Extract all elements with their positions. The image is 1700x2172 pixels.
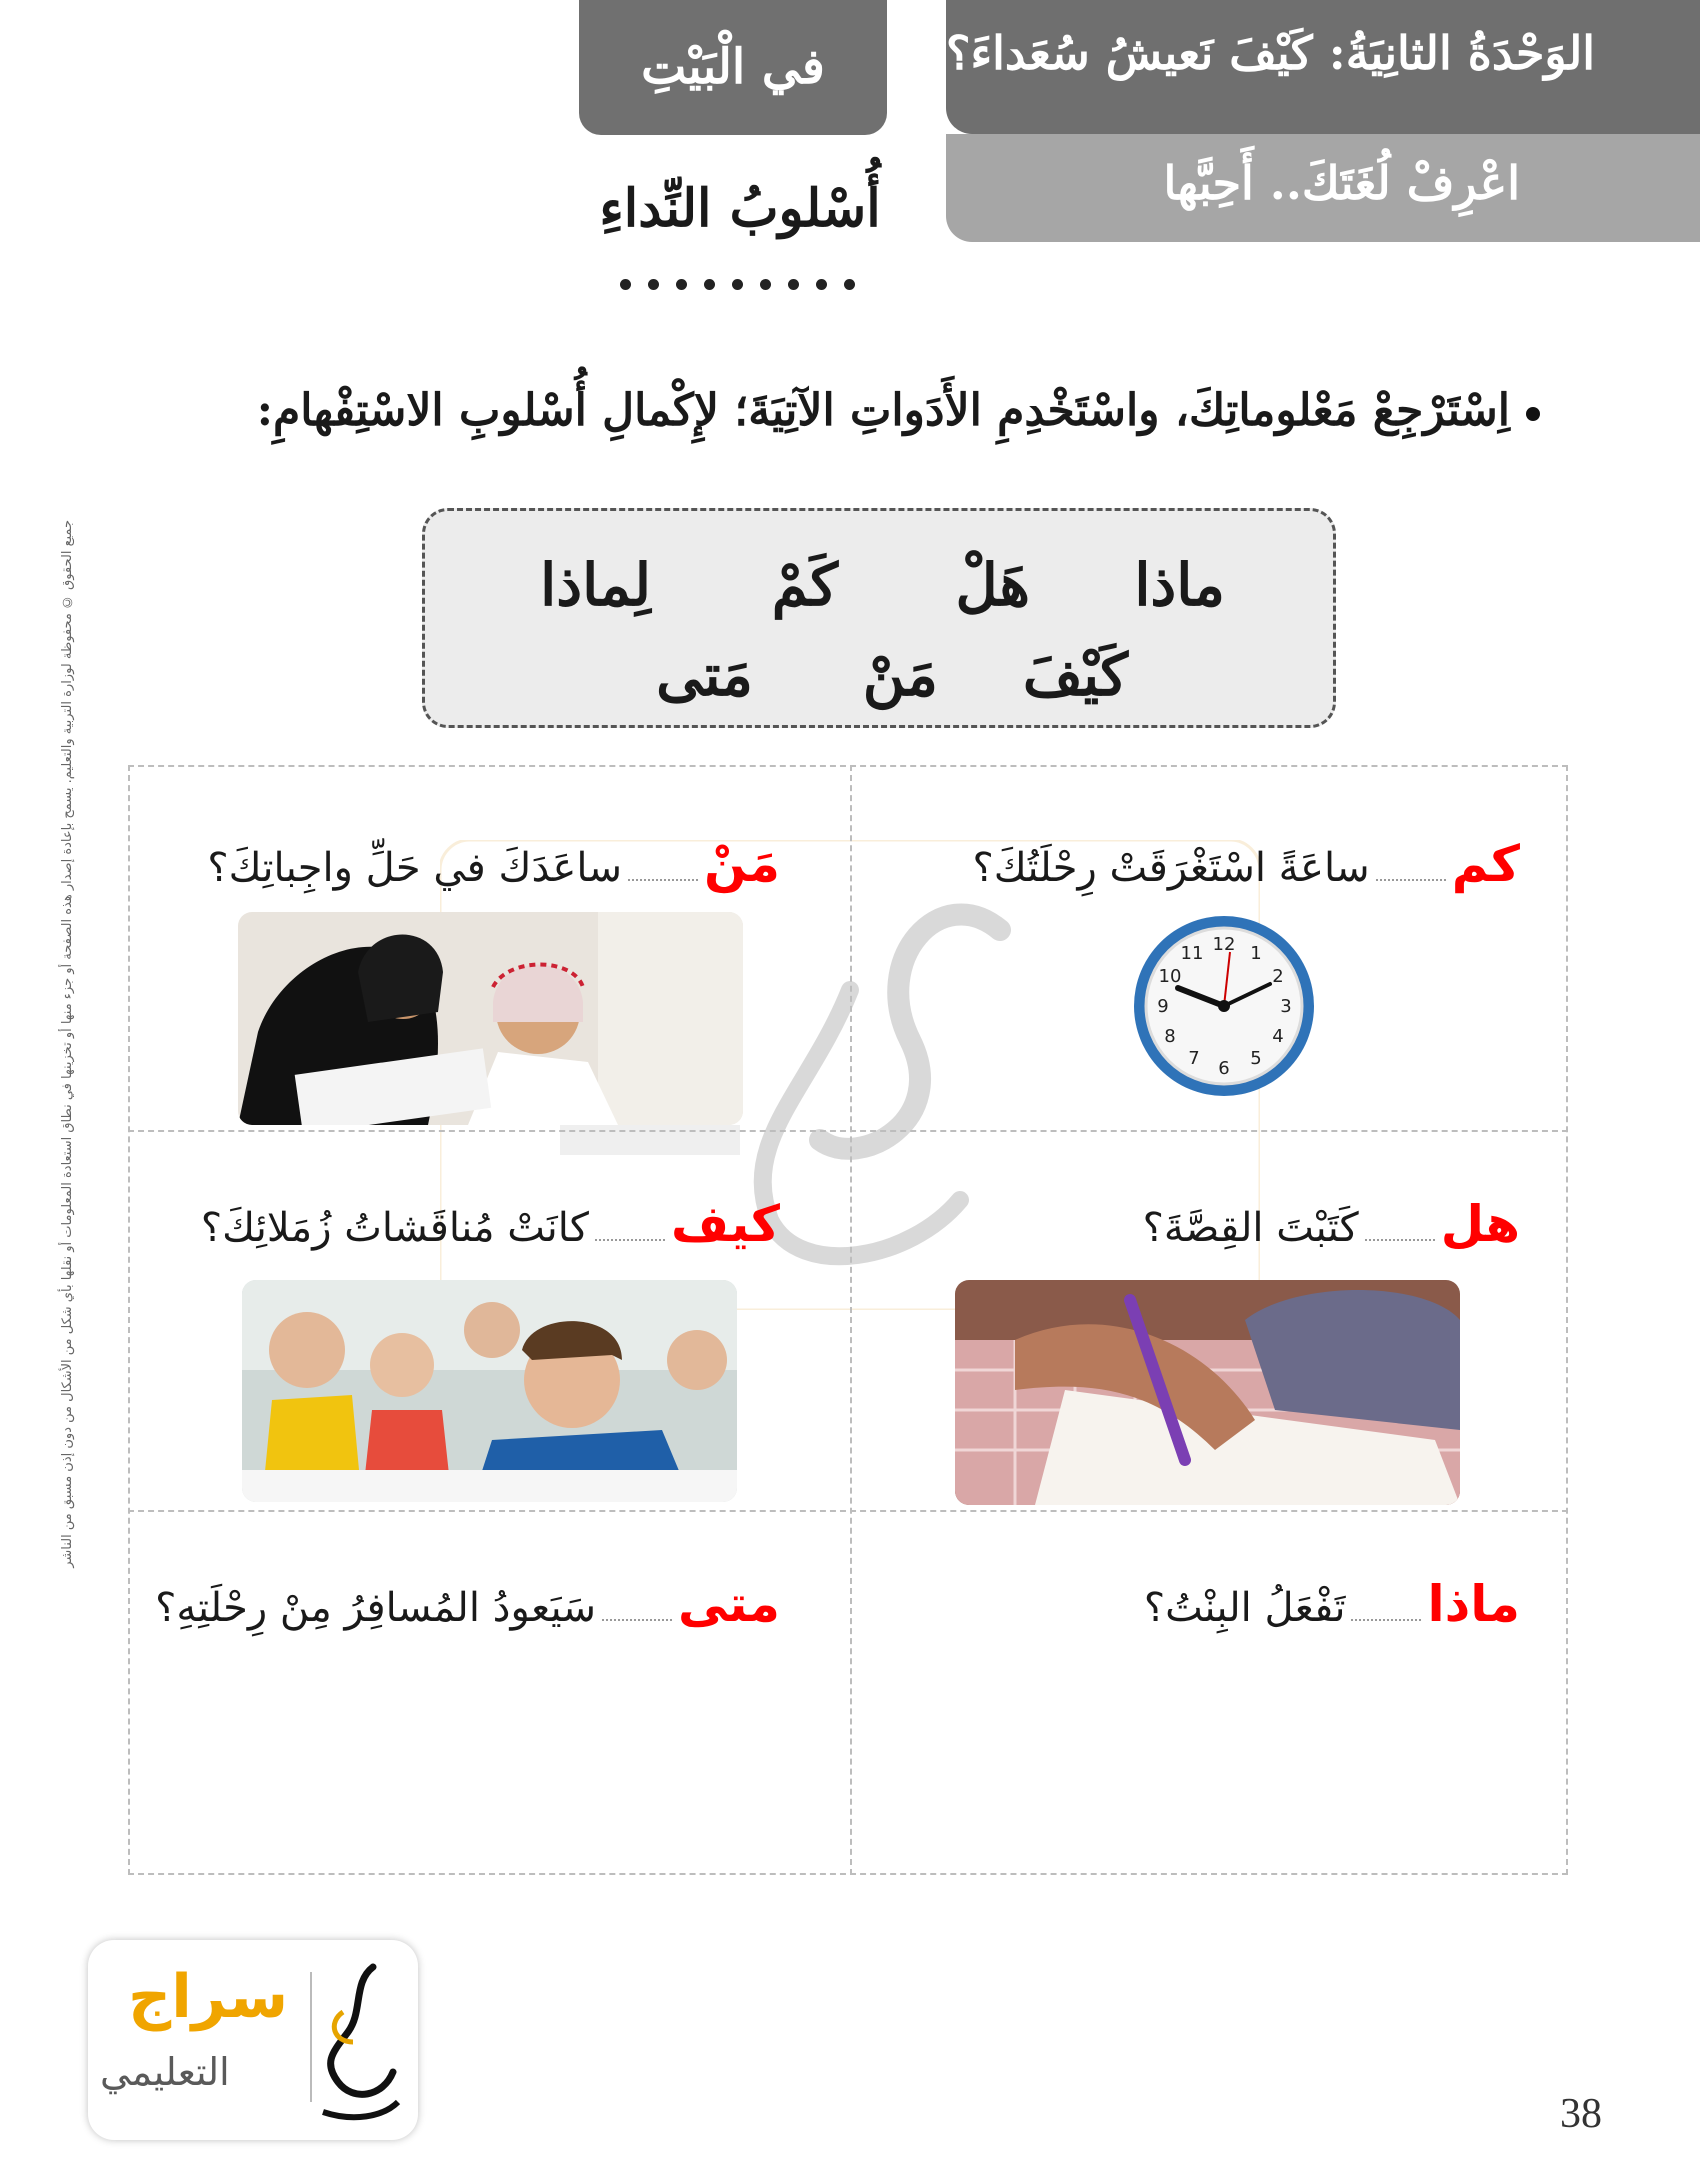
svg-text:2: 2: [1272, 966, 1284, 987]
svg-text:8: 8: [1164, 1026, 1176, 1047]
home-tab: [579, 0, 887, 135]
svg-text:12: 12: [1212, 934, 1236, 955]
answer-word[interactable]: كم: [1451, 835, 1520, 893]
question-text: ساعَةً اسْتَغْرَقَتْ رِحْلَتُكَ؟: [972, 845, 1370, 891]
unit-title: الوَحْدَةُ الثانِيَةُ: كَيْفَ نَعيشُ سُعَداءَ؟: [946, 26, 1595, 80]
bullet-icon: [1526, 407, 1540, 421]
calligraphy-logo-mark: [293, 1952, 408, 2127]
page-number: 38: [1560, 2091, 1602, 2137]
answer-blank: [602, 1619, 672, 1621]
copyright-side-note: جميع الحقوق © محفوظة لوزارة التربية والتعليم. يسمح بإعادة إصدار هذه الصفحة أو جزء منها أو تخزينها في نطاق استعادة المعلومات أو نقلها بأي شكل من الأشكال من دون إذن مسبق من الناشر: [60, 520, 75, 1568]
exercise-question: [972, 835, 1520, 893]
subtitle-bar: [946, 134, 1700, 242]
tool-word: كَمْ: [771, 551, 838, 619]
exercise-question: [155, 1575, 780, 1633]
answer-word[interactable]: كيف: [670, 1195, 780, 1253]
tool-word: كَيْفَ: [1022, 641, 1128, 709]
tool-word: ماذا: [1134, 551, 1225, 619]
exercise-question: [207, 835, 780, 893]
question-text: تَفْعَلُ البِنْتُ؟: [1143, 1585, 1346, 1631]
students-classroom-photo: [242, 1280, 737, 1502]
svg-text:4: 4: [1272, 1026, 1284, 1047]
question-tools-box: [422, 508, 1336, 728]
clock-photo: [1130, 912, 1318, 1100]
exercise-question: [201, 1195, 780, 1253]
grid-divider: [128, 1510, 1568, 1512]
question-text: سَيَعودُ المُسافِرُ مِنْ رِحْلَتِهِ؟: [155, 1585, 597, 1631]
svg-text:9: 9: [1157, 996, 1169, 1017]
siraj-logo: [88, 1940, 418, 2140]
answer-word[interactable]: متى: [678, 1575, 780, 1633]
tool-word: لِماذا: [540, 551, 651, 619]
exercise-question: [1143, 1195, 1520, 1253]
exercise-question: [1144, 1575, 1520, 1633]
answer-word[interactable]: مَنْ: [704, 835, 780, 893]
answer-blank: [1365, 1239, 1435, 1241]
tool-word: هَلْ: [955, 551, 1030, 619]
svg-text:11: 11: [1180, 943, 1204, 964]
hand-writing-photo: [955, 1280, 1460, 1505]
svg-text:3: 3: [1280, 996, 1292, 1017]
grid-divider: [128, 1130, 1568, 1132]
unit-subtitle: اعْرِفْ لُغَتَكَ.. أَحِبَّها: [1163, 156, 1520, 210]
grid-divider: [850, 765, 852, 1875]
svg-text:10: 10: [1158, 966, 1182, 987]
unit-title-bar: [946, 0, 1700, 134]
answer-blank: [1351, 1619, 1421, 1621]
tool-word: مَنْ: [862, 641, 938, 709]
instruction: [256, 385, 1540, 436]
title-dots-divider: [620, 275, 875, 295]
lesson-title: أُسْلوبُ النِّداءِ: [599, 178, 881, 239]
logo-name: سراج: [128, 1962, 289, 2032]
svg-text:6: 6: [1218, 1058, 1230, 1079]
instruction-text: اِسْتَرْجِعْ مَعْلوماتِكَ، واسْتَخْدِمِ الأَدَواتِ الآتِيَةَ؛ لإِكْمالِ أُسْلوبِ الاسْتِفْهامِ:: [256, 385, 1510, 436]
answer-blank: [1376, 879, 1446, 881]
answer-blank: [595, 1239, 665, 1241]
question-text: كَتَبْتَ القِصَّةَ؟: [1142, 1205, 1359, 1251]
question-text: ساعَدَكَ في حَلِّ واجِباتِكَ؟: [207, 845, 623, 891]
answer-word[interactable]: هل: [1440, 1195, 1520, 1253]
svg-text:5: 5: [1250, 1048, 1262, 1069]
logo-subtitle: التعليمي: [100, 2050, 230, 2094]
svg-text:7: 7: [1188, 1048, 1200, 1069]
mother-child-reading-photo: [238, 912, 743, 1125]
answer-word[interactable]: ماذا: [1427, 1575, 1520, 1633]
svg-text:1: 1: [1250, 943, 1262, 964]
home-tab-label: في الْبَيْتِ: [641, 39, 825, 95]
tool-word: مَتى: [656, 641, 753, 709]
question-text: كانَتْ مُناقَشاتُ زُمَلائِكَ؟: [200, 1205, 589, 1251]
answer-blank: [628, 879, 698, 881]
